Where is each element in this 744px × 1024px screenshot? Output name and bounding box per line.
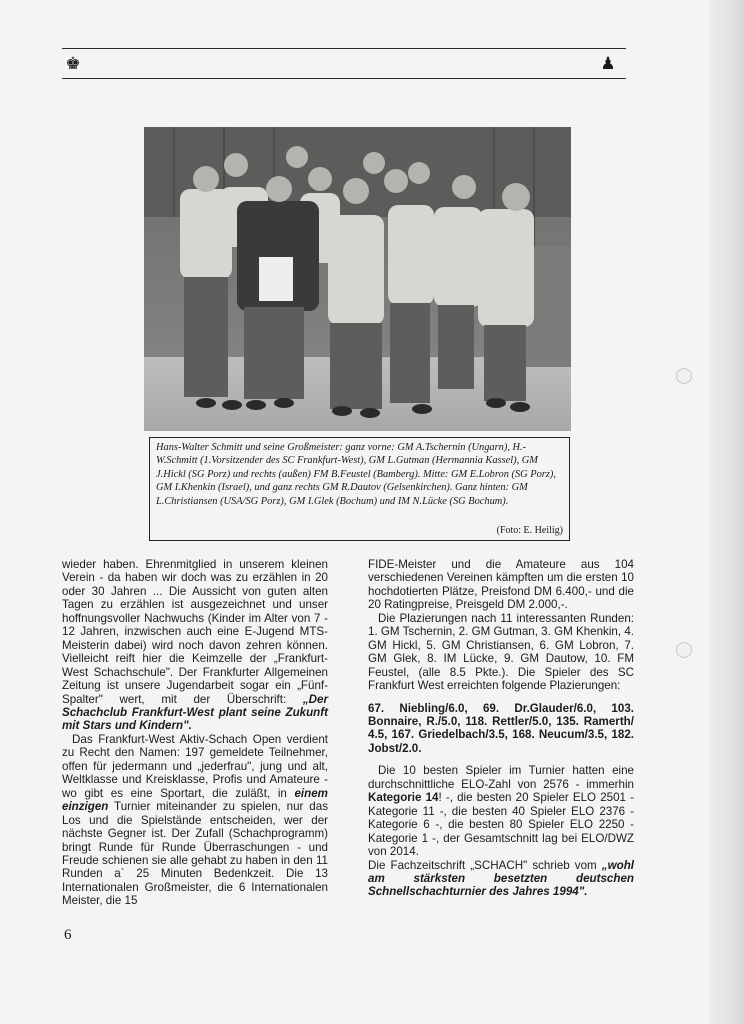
photo-credit: (Foto: E. Heilig) [496, 524, 563, 536]
paragraph-text: Das Frankfurt-West Aktiv-Schach Open verdient zu Recht den Namen: 197 gemeldete Teilnehmer, offen für jedermann und „jederfrau", jung und alt, Weltklasse und Kreisklasse, Profis und Amateure - wo gibt es eine Sportart, die zuläßt, in [62, 732, 328, 800]
right-text-column [368, 558, 634, 899]
photo-caption [149, 437, 570, 541]
paragraph [62, 558, 328, 733]
punch-hole [676, 642, 692, 658]
emphasis-text: einem einzigen [62, 786, 328, 814]
category-emphasis: Kategorie 14 [368, 791, 439, 805]
paragraph: FIDE-Meister und die Amateure aus 104 verschiedenen Vereinen kämpften um die ersten 10 hochdotierten Plätze, Preisfond DM 6.400,- und die 20 Ratingpreise, Preisgeld DM 2.000,-. [368, 558, 634, 612]
paragraph: Die Plazierungen nach 11 interessanten Runden: 1. GM Tschernin, 2. GM Gutman, 3. GM Khenkin, 4. GM Hickl, 5. GM Christiansen, 6. GM Lobron, 7. GM Glek, 8. IM Lücke, 9. GM Dautow, 10. FM Feustel, (alle 8.5 Pkte.). Die Spieler des SC Frankfurt West erreichten folgende Plazierungen: [368, 611, 634, 693]
paragraph [368, 859, 634, 899]
paragraph-text: wieder haben. Ehrenmitglied in unserem kleinen Verein - da haben wir doch was zu erzählen in 20 oder 30 Jahren ... Die Aussicht von guten alten Tagen zu erzählen ist ausgezeichnet und unser hoffnungsvoller Nachwuchs (Kinder im Alter von 7 - 12 Jahren, inzwischen auch eine E-Jugend MTS-Meisterin dabei) wird noch davon zehren können. Vielleicht reift hier die Keimzelle der „Frankfurt-West Schachschule". Der Frankfurter Allgemeinen Zeitung ist unsere Jugendarbeit sogar ein „Fünf-Spalter" wert, mit der Überschrift: [62, 558, 328, 706]
chess-king-crown-icon: ♚ [65, 54, 81, 74]
page-edge-shadow [710, 0, 744, 1024]
paragraph-text: Die 10 besten Spieler im Turnier hatten eine durchschnittliche ELO-Zahl von 2576 - immerhin [368, 764, 634, 791]
page-number: 6 [64, 927, 72, 943]
paragraph [368, 764, 634, 858]
header-bottom-rule [62, 78, 626, 79]
spacer [368, 693, 634, 702]
punch-hole [676, 368, 692, 384]
paragraph-text: ! -, die besten 20 Spieler ELO 2501 - Kategorie 11 -, die besten 40 Spieler ELO 2376 - Kategorie 6 -, die besten 80 Spieler ELO 2250 - Kategorie 1 -, der Gesamtschnitt lag bei ELO/DWZ von 2014. [368, 791, 634, 859]
club-placings: 67. Niebling/6.0, 69. Dr.Glauder/6.0, 103. Bonnaire, R./5.0, 118. Rettler/5.0, 135. Ramerth/ 4.5, 167. Griedelbach/3.5, 168. Neucum/3.5, 182. Jobst/2.0. [368, 701, 634, 755]
left-text-column [62, 558, 328, 908]
newspaper-headline-quote: „Der Schachclub Frankfurt-West plant seine Zukunft mit Stars und Kindern". [62, 692, 328, 733]
chess-pawn-trophy-icon: ♟ [600, 54, 616, 74]
paragraph-text: Die Fachzeitschrift „SCHACH" schrieb vom [368, 858, 602, 872]
header-top-rule [62, 48, 626, 49]
group-photo [144, 127, 571, 431]
paragraph-text: Turnier miteinander zu spielen, nur das Los und die Spielstände entscheiden, wer der nächste Gegner ist. Der Zufall (Schachprogramm) bringt Runde für Runde Überraschungen - und Freude schienen sie alle gehabt zu haben in den 11 Runden a` 25 Minuten Bedenkzeit. Die 13 Internationalen Großmeister, die 6 Internationalen Meister, die 15 [62, 800, 328, 908]
spacer [368, 755, 634, 764]
magazine-quote: „wohl am stärksten besetzten deutschen Schnellschachturnier des Jahres 1994". [368, 858, 634, 899]
group-photo-icon [144, 127, 571, 431]
caption-text: Hans-Walter Schmitt und seine Großmeister: ganz vorne: GM A.Tschernin (Ungarn), H.-W.Schmitt (1.Vorsitzender des SC Frankfurt-West), GM L.Gutman (Hermannia Kassel), GM J.Hickl (SG Porz) und rechts (außen) FM B.Feustel (Bamberg). Mitte: GM E.Lobron (SG Porz), GM I.Khenkin (Israel), und ganz rechts GM R.Dautov (Gelsenkirchen). Ganz hinten: GM L.Christiansen (USA/SG Porz), GM I.Glek (Bochum) und IM N.Lücke (SG Bochum). [156, 442, 556, 507]
paragraph [62, 733, 328, 908]
